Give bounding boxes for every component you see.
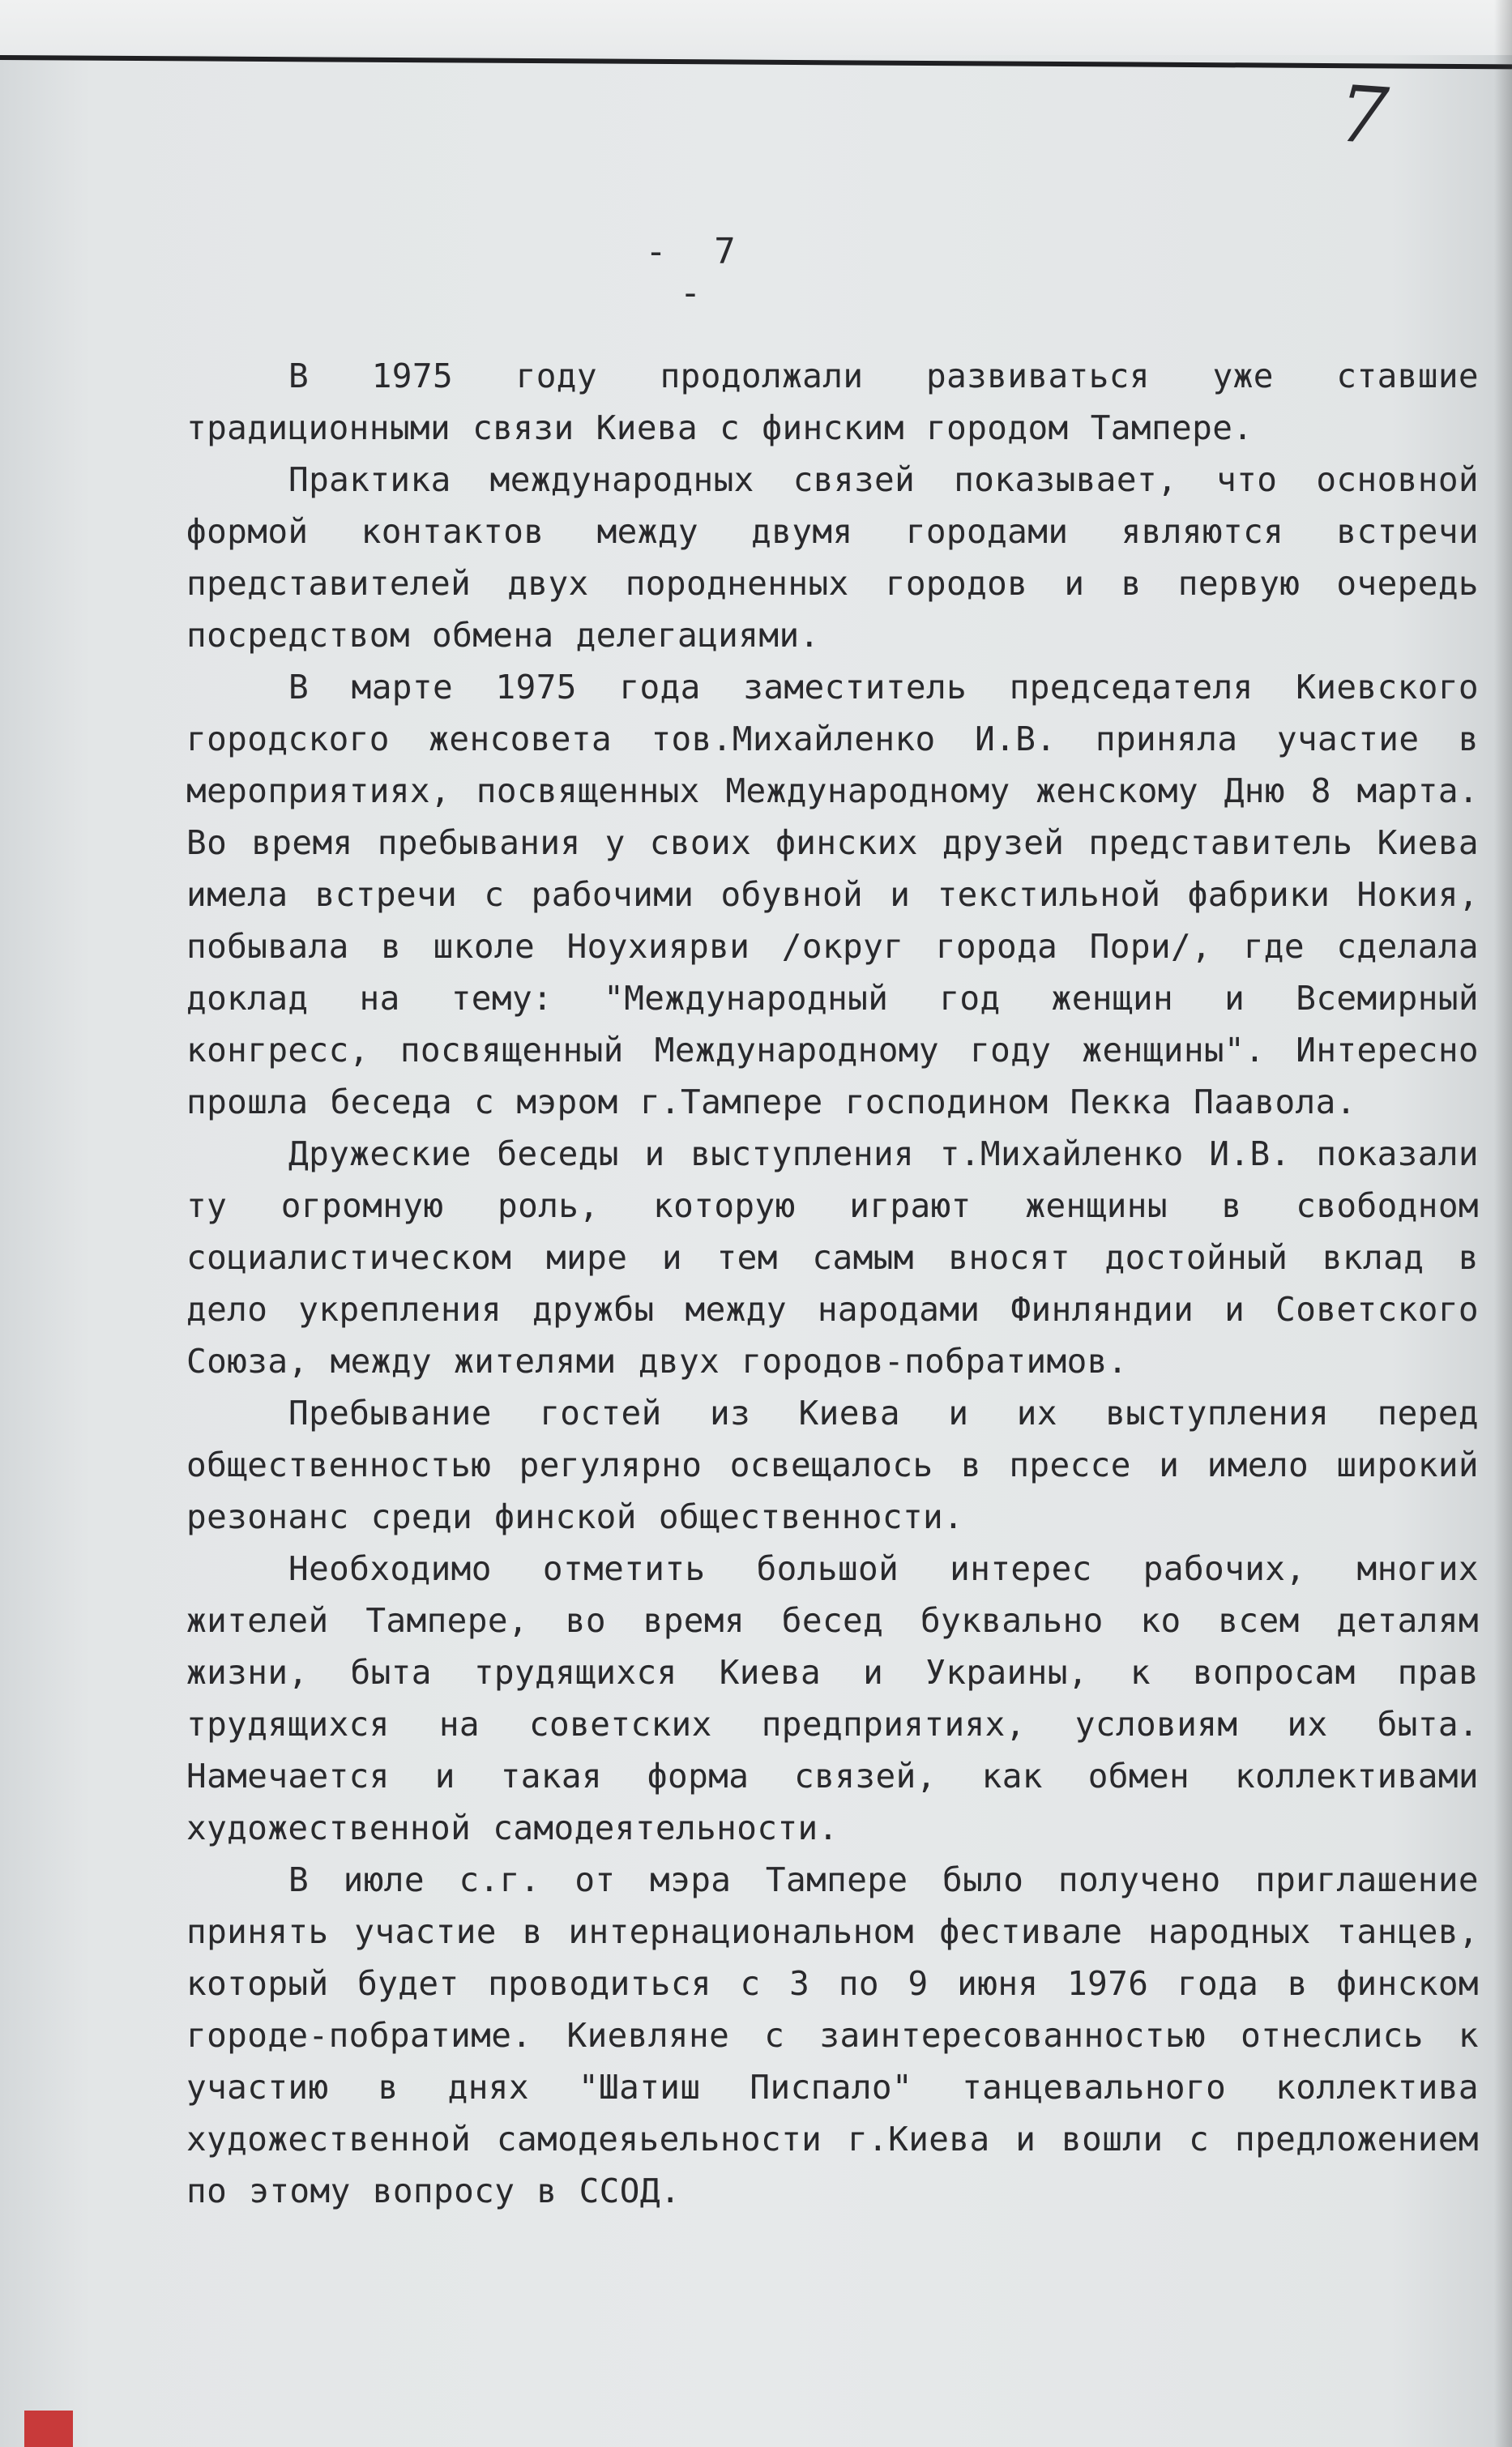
top-border-line (0, 55, 1512, 69)
paragraph: В июле с.г. от мэра Тампере было получено приглашение принять участие в интернациональном фестивале народных танцев, который будет проводиться с 3 по 9 июня 1976 года в финском городе-побратиме. Киевляне с заинтересованностью отнеслись к участию в днях "Шатиш Писпало" танцевального коллектива художественной самодеяьельности г.Киева и вошли с предложением по этому вопросу в ССОД. (186, 1860, 1479, 2210)
page-edge-shadow (1494, 0, 1512, 2447)
handwritten-page-number: 7 (1335, 68, 1391, 163)
page-top-margin (0, 0, 1512, 55)
paragraph: В марте 1975 года заместитель председателя Киевского городского женсовета тов.Михайленко И.В. приняла участие в мероприятиях, посвященных Международному женскому Дню 8 марта. Во время пребывания у своих финских друзей представитель Киева имела встречи с рабочими обувной и текстильной фабрики Нокия, побывала в школе Ноухиярви /округ города Пори/, где сделала доклад на тему: "Международный год женщин и Всемирный конгресс, посвященный Международному году женщины". Интересно прошла беседа с мэром г.Тампере господином Пекка Паавола. (186, 668, 1479, 1121)
red-binding-mark (24, 2411, 73, 2447)
paragraph: В 1975 году продолжали развиваться уже ставшие традиционными связи Киева с финским городом Тампере. (186, 357, 1479, 447)
paragraph: Необходимо отметить большой интерес рабочих, многих жителей Тампере, во время бесед буквально ко всем деталям жизни, быта трудящихся Киева и Украины, к вопросам прав трудящихся на советских предприятиях, условиям их быта. Намечается и такая форма связей, как обмен коллективами художественной самодеятельности. (186, 1549, 1479, 1847)
typed-page-number: - 7 - (645, 231, 749, 314)
paragraph: Пребывание гостей из Киева и их выступления перед общественностью регулярно освещалось в прессе и имело широкий резонанс среди финской общественности. (186, 1394, 1479, 1536)
paragraph: Дружеские беседы и выступления т.Михайленко И.В. показали ту огромную роль, которую играют женщины в свободном социалистическом мире и тем самым вносят достойный вклад в дело укрепления дружбы между народами Финляндии и Советского Союза, между жителями двух городов-побратимов. (186, 1134, 1479, 1381)
document-body (186, 350, 1479, 2217)
paragraph: Практика международных связей показывает, что основной формой контактов между двумя городами являются встречи представителей двух породненных городов и в первую очередь посредством обмена делегациями. (186, 460, 1479, 655)
